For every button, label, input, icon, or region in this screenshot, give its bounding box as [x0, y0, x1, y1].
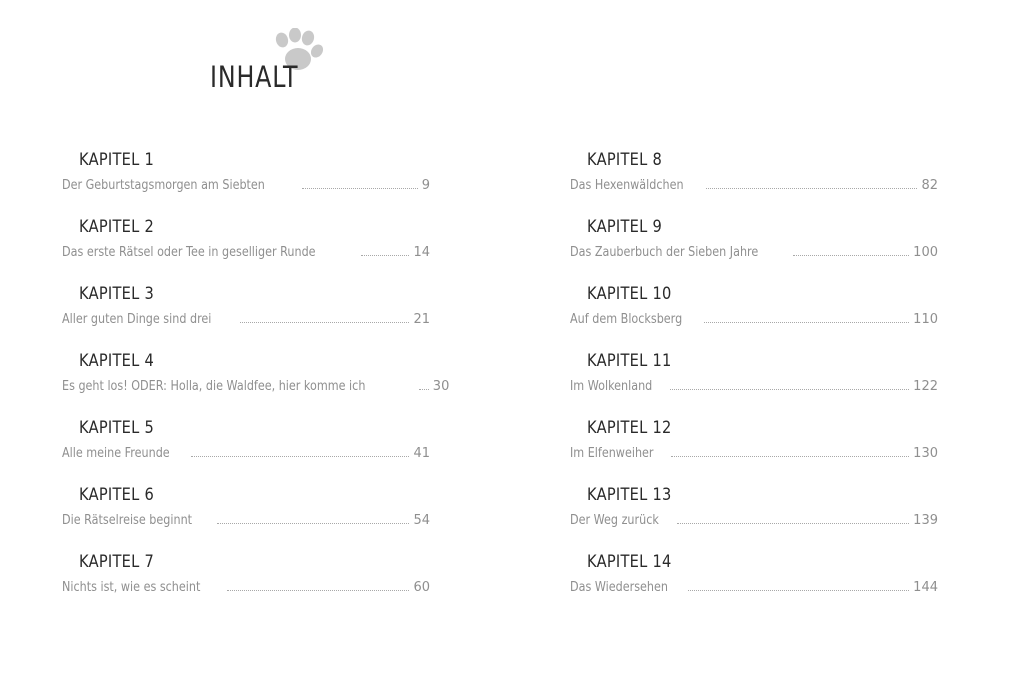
toc-line: [62, 379, 450, 394]
page-number: 9: [421, 178, 430, 193]
dot-leader: [671, 455, 909, 457]
toc-line: [62, 312, 430, 327]
toc-entry[interactable]: [62, 351, 450, 418]
toc-entry[interactable]: [570, 485, 940, 552]
chapter-label: KAPITEL 14: [587, 552, 672, 572]
chapter-label: KAPITEL 3: [79, 284, 155, 304]
toc-entry[interactable]: [62, 284, 432, 351]
chapter-title: Aller guten Dinge sind drei: [62, 312, 212, 327]
toc-column-right: [570, 150, 940, 619]
toc-line: [570, 245, 938, 260]
chapter-title: Alle meine Freunde: [62, 446, 170, 461]
chapter-label: KAPITEL 12: [587, 418, 672, 438]
dot-leader: [419, 388, 429, 390]
dot-leader: [670, 388, 910, 390]
dot-leader: [704, 321, 909, 323]
chapter-label: KAPITEL 6: [79, 485, 155, 505]
dot-leader: [677, 522, 909, 524]
toc-entry[interactable]: [570, 150, 940, 217]
chapter-label: KAPITEL 1: [79, 150, 155, 170]
chapter-title: Das Wiedersehen: [570, 580, 668, 595]
chapter-title: Das Zauberbuch der Sieben Jahre: [570, 245, 759, 260]
dot-leader: [706, 187, 917, 189]
page-number: 144: [913, 580, 938, 595]
chapter-title: Das erste Rätsel oder Tee in geselliger Runde: [62, 245, 316, 260]
chapter-title: Es geht los! ODER: Holla, die Waldfee, hier komme ich: [62, 379, 366, 394]
chapter-title: Der Geburtstagsmorgen am Siebten: [62, 178, 265, 193]
toc-line: [570, 580, 938, 595]
toc-line: [570, 178, 938, 193]
toc-line: [570, 312, 938, 327]
chapter-label: KAPITEL 4: [79, 351, 155, 371]
chapter-label: KAPITEL 9: [587, 217, 663, 237]
page-number: 122: [913, 379, 938, 394]
toc-line: [570, 446, 938, 461]
chapter-label: KAPITEL 11: [587, 351, 672, 371]
toc-entry[interactable]: [62, 217, 432, 284]
page-number: 100: [913, 245, 938, 260]
chapter-title: Nichts ist, wie es scheint: [62, 580, 201, 595]
dot-leader: [240, 321, 410, 323]
chapter-label: KAPITEL 5: [79, 418, 155, 438]
toc-entry[interactable]: [62, 418, 432, 485]
chapter-label: KAPITEL 13: [587, 485, 672, 505]
toc-line: [62, 178, 430, 193]
page-number: 30: [432, 379, 450, 394]
toc-entry[interactable]: [570, 418, 940, 485]
toc-line: [570, 379, 938, 394]
page-number: 82: [921, 178, 938, 193]
toc-line: [570, 513, 938, 528]
page-number: 139: [913, 513, 938, 528]
toc-entry[interactable]: [570, 284, 940, 351]
chapter-label: KAPITEL 2: [79, 217, 155, 237]
toc-entry[interactable]: [62, 485, 432, 552]
title-block: [210, 28, 350, 108]
toc-line: [62, 446, 430, 461]
toc-entry[interactable]: [62, 150, 432, 217]
chapter-title: Die Rätselreise beginnt: [62, 513, 193, 528]
dot-leader: [227, 589, 410, 591]
chapter-label: KAPITEL 10: [587, 284, 672, 304]
toc-line: [62, 245, 430, 260]
page-number: 21: [413, 312, 430, 327]
toc-line: [62, 513, 430, 528]
page-title: INHALT: [210, 60, 299, 94]
dot-leader: [217, 522, 409, 524]
toc-entry[interactable]: [570, 552, 940, 619]
page-number: 14: [413, 245, 430, 260]
toc-entry[interactable]: [570, 351, 940, 418]
chapter-label: KAPITEL 7: [79, 552, 155, 572]
toc-line: [62, 580, 430, 595]
dot-leader: [688, 589, 909, 591]
dot-leader: [302, 187, 418, 189]
dot-leader: [361, 254, 410, 256]
dot-leader: [191, 455, 409, 457]
chapter-label: KAPITEL 8: [587, 150, 663, 170]
page-number: 41: [413, 446, 430, 461]
dot-leader: [793, 254, 909, 256]
toc-entry[interactable]: [62, 552, 432, 619]
chapter-title: Im Elfenweiher: [570, 446, 654, 461]
page-number: 110: [913, 312, 938, 327]
chapter-title: Der Weg zurück: [570, 513, 659, 528]
chapter-title: Das Hexenwäldchen: [570, 178, 684, 193]
chapter-title: Auf dem Blocksberg: [570, 312, 683, 327]
page-number: 60: [413, 580, 430, 595]
toc-entry[interactable]: [570, 217, 940, 284]
chapter-title: Im Wolkenland: [570, 379, 653, 394]
page-number: 130: [913, 446, 938, 461]
toc-column-left: [62, 150, 450, 619]
page-number: 54: [413, 513, 430, 528]
